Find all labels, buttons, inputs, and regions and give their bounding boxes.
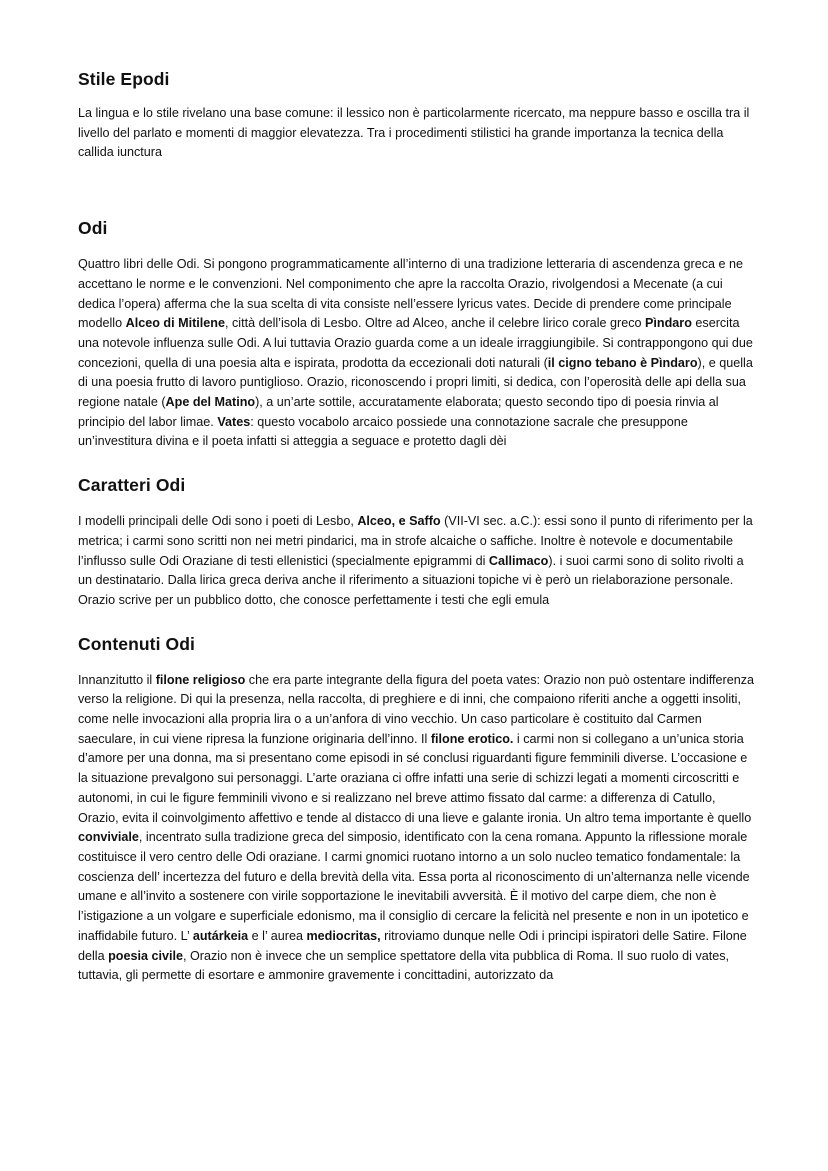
- section-heading: Caratteri Odi: [78, 475, 186, 496]
- bold-term: Alceo, e Saffo: [357, 514, 441, 529]
- section-paragraph: [78, 671, 758, 986]
- text-run: che era parte integrante della figura del poeta vates: Orazio non può ostentare indifferenza verso la religione. Di qui la presenza, nella raccolta, di preghiere e di inni, che compaiono riferiti anche a oggetti insoliti, come nelle invocazioni alla propria lira o a un’anfora di vino vecchio. Un caso particolare è costituito dal Carmen saeculare, in cui viene ripresa la funzione originaria dell’inno. Il: [78, 672, 755, 746]
- bold-term: il cigno tebano è Pìndaro: [547, 355, 698, 370]
- text-run: (VII-VI sec. a.C.): essi sono il punto di riferimento per la metrica; i carmi sono scritti non nei metri pindarici, ma in strofe alcaiche o saffiche. Inoltre è notevole e documentabile l’influsso sulle Odi Oraziane di testi ellenistici (specialmente epigrammi di: [78, 514, 753, 568]
- text-run: i carmi non si collegano a un’unica storia d’amore per una donna, ma si presentano come episodi in sé conclusi riguardanti figure femminili diverse. L’occasione e la situazione prevalgono sui personaggi. L’arte oraziana ci offre infatti una serie di schizzi legati a momenti circoscritti e autonomi, in cui le figure femminili vivono e si realizzano nel breve attimo fissato dal carme: a differenza di Catullo, Orazio, evita il coinvolgimento affettivo e tende al distacco di una lieve e galante ironia. Un altro tema importante è quello: [78, 731, 752, 825]
- section-paragraph: [78, 104, 758, 163]
- text-run: ritroviamo dunque nelle Odi i principi ispiratori delle Satire. Filone della: [78, 928, 747, 963]
- text-run: I modelli principali delle Odi sono i poeti di Lesbo,: [78, 514, 358, 529]
- section-paragraph: [78, 255, 758, 452]
- bold-term: poesia civile: [108, 948, 184, 963]
- bold-term: Ape del Matino: [165, 395, 256, 410]
- section-stile-epodi: [78, 62, 758, 163]
- section-caratteri-odi: [78, 468, 758, 611]
- text-run: Innanzitutto il: [78, 672, 156, 687]
- text-run: e l’ aurea: [248, 928, 307, 943]
- text-run: : questo vocabolo arcaico possiede una connotazione sacrale che presuppone un’investitura divina e il poeta infatti si atteggia a seguace e protetto dagli dèi: [78, 414, 688, 449]
- section-odi: [78, 211, 758, 452]
- bold-term: Vates: [217, 414, 251, 429]
- section-heading: Stile Epodi: [78, 69, 170, 89]
- text-run: , città dell’isola di Lesbo. Oltre ad Alceo, anche il celebre lirico corale greco: [224, 316, 645, 331]
- bold-term: Pìndaro: [645, 316, 692, 331]
- section-heading: Odi: [78, 218, 108, 239]
- section-heading: Contenuti Odi: [78, 633, 195, 654]
- bold-term: conviviale: [78, 830, 139, 845]
- text-run: esercita una notevole influenza sulle Odi. A lui tuttavia Orazio guarda come a un ideale irraggiungibile. Si contrappongono qui due concezioni, quella di una poesia alta e ispirata, prodotta da eccezionali doti naturali (: [78, 316, 753, 370]
- text-run: ), a un’arte sottile, accuratamente elaborata; questo secondo tipo di poesia rinvia al principio del labor limae.: [78, 395, 719, 429]
- bold-term: filone religioso: [155, 672, 246, 687]
- bold-term: filone erotico.: [430, 731, 514, 746]
- text-run: La lingua e lo stile rivelano una base comune: il lessico non è particolarmente ricercato, ma neppure basso e oscilla tra il livello del parlato e momenti di maggior elevatezza. Tra i procedimenti stilistici ha grande importanza la tecnica della callida iunctura: [78, 106, 750, 160]
- text-run: Quattro libri delle Odi. Si pongono programmaticamente all’interno di una tradizione letteraria di ascendenza greca e ne accettano le norme e le convenzioni. Nel componimento che apre la raccolta Orazio, rivolgendosi a Mecenate (a cui dedica l’opera) afferma che la sua scelta di vita consiste nell’essere lyricus vates. Decide di prendere come principale modello: [78, 257, 744, 331]
- text-run: ). i suoi carmi sono di solito rivolti a un destinatario. Dalla lirica greca deriva anche il riferimento a situazioni topiche vi è però un rielaborazione personale. Orazio scrive per un pubblico dotto, che conosce perfettamente i testi che egli emula: [78, 553, 744, 607]
- bold-term: mediocritas,: [306, 928, 381, 943]
- text-run: ), e quella di una poesia frutto di lavoro puntiglioso. Orazio, riconoscendo i propri limiti, si dedica, con l’operosità delle api della sua regione natale (: [78, 355, 753, 410]
- text-run: , incentrato sulla tradizione greca del simposio, identificato con la cena romana. Appunto la riflessione morale costituisce il vero centro delle Odi oraziane. I carmi gnomici ruotano intorno a un solo nucleo tematico fondamentale: la coscienza dell’ incertezza del futuro e della brevità della vita. Essa porta al riconoscimento di un’alternanza nelle vicende umane e all’invito a sostenere con virile sopportazione le inevitabili avversità. È il motivo del carpe diem, che non è l’istigazione a un volgare e superficiale edonismo, ma il consiglio di cercare la felicità nel presente e non in un ipotetico e inaffidabile futuro. L’: [78, 830, 750, 943]
- bold-term: autárkeia: [192, 928, 249, 943]
- bold-term: Alceo di Mitilene: [125, 316, 225, 331]
- bold-term: Callimaco: [488, 553, 549, 568]
- section-contenuti-odi: [78, 627, 758, 986]
- section-paragraph: [78, 512, 758, 611]
- text-run: , Orazio non è invece che un semplice spettatore della vita pubblica di Roma. Il suo ruolo di vates, tuttavia, gli permette di esortare e ammonire gravemente i concittadini, autorizzato da: [78, 948, 730, 983]
